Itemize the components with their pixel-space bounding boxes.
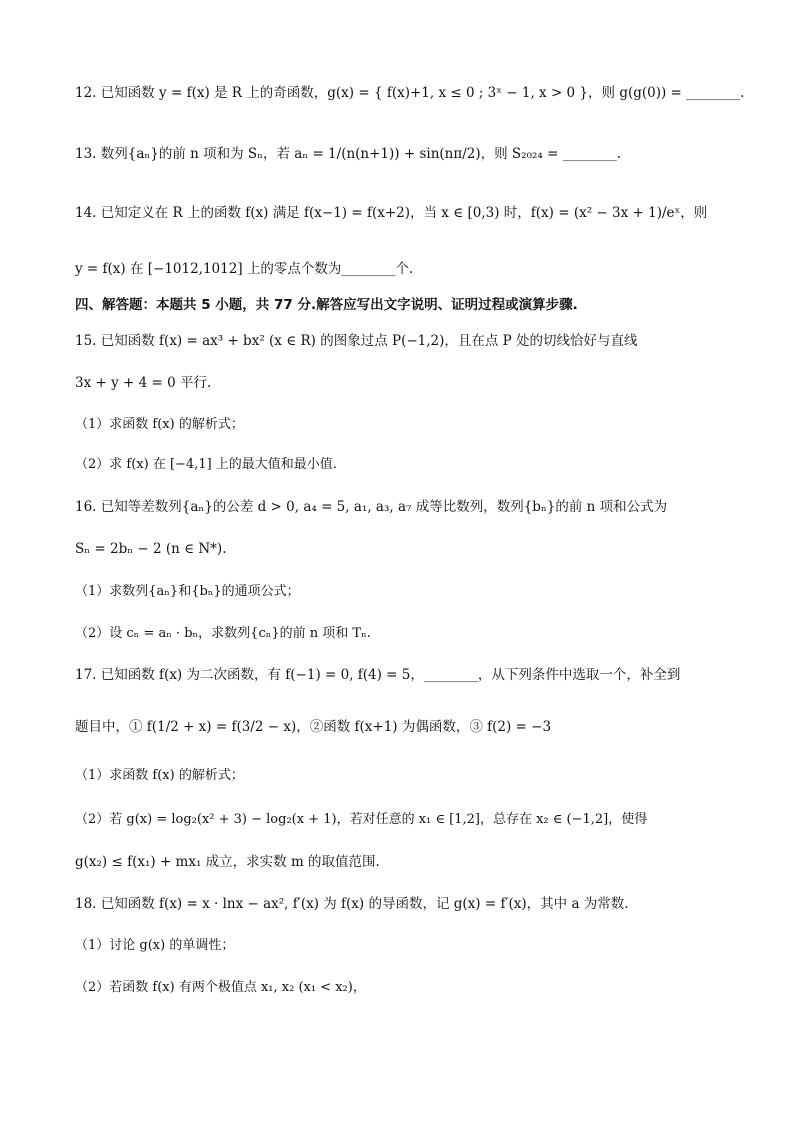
question-12: 12. 已知函数 y = f(x) 是 R 上的奇函数，g(x) = { f(x)+1, x ≤ 0 ; 3ˣ − 1, x > 0 }，则 g(g(0)) = ________.: [75, 85, 745, 101]
question-16-line-2: Sₙ = 2bₙ − 2 (n ∈ N*).: [75, 541, 227, 557]
question-17-part-2-line-1: （2）若 g(x) = log₂(x² + 3) − log₂(x + 1)，若对任意的 x₁ ∈ [1,2]，总存在 x₂ ∈ (−1,2]，使得: [75, 812, 648, 827]
question-13: 13. 数列{aₙ}的前 n 项和为 Sₙ，若 aₙ = 1/(n(n+1)) + sin(nπ/2)，则 S₂₀₂₄ = ________.: [75, 146, 621, 162]
question-15-line-2: 3x + y + 4 = 0 平行.: [75, 375, 212, 391]
question-14-line-2: y = f(x) 在 [−1012,1012] 上的零点个数为________个.: [75, 261, 414, 277]
question-18-part-2: （2）若函数 f(x) 有两个极值点 x₁, x₂ (x₁ < x₂)，: [75, 980, 366, 995]
question-18-line-1: 18. 已知函数 f(x) = x · lnx − ax², f′(x) 为 f(x) 的导函数，记 g(x) = f′(x)，其中 a 为常数.: [75, 896, 629, 912]
question-17-part-2-line-2: g(x₂) ≤ f(x₁) + mx₁ 成立，求实数 m 的取值范围.: [75, 854, 380, 870]
question-16-line-1: 16. 已知等差数列{aₙ}的公差 d > 0, a₄ = 5, a₁, a₃, a₇ 成等比数列，数列{bₙ}的前 n 项和公式为: [75, 499, 668, 515]
question-15-part-1: （1）求函数 f(x) 的解析式；: [75, 417, 244, 432]
question-17-part-1: （1）求函数 f(x) 的解析式；: [75, 768, 244, 783]
question-16-part-2: （2）设 cₙ = aₙ · bₙ，求数列{cₙ}的前 n 项和 Tₙ.: [75, 626, 371, 641]
section-heading: 四、解答题：本题共 5 小题，共 77 分.解答应写出文字说明、证明过程或演算步骤.: [75, 297, 578, 313]
question-16-part-1: （1）求数列{aₙ}和{bₙ}的通项公式；: [75, 584, 300, 599]
question-17-line-1: 17. 已知函数 f(x) 为二次函数，有 f(−1) = 0, f(4) = 5，________，从下列条件中选取一个，补全到: [75, 667, 681, 683]
question-17-line-2: 题目中，① f(1/2 + x) = f(3/2 − x)，②函数 f(x+1) 为偶函数，③ f(2) = −3: [75, 719, 552, 735]
question-15-line-1: 15. 已知函数 f(x) = ax³ + bx² (x ∈ R) 的图象过点 P(−1,2)，且在点 P 处的切线恰好与直线: [75, 333, 638, 349]
question-15-part-2: （2）求 f(x) 在 [−4,1] 上的最大值和最小值.: [75, 457, 337, 472]
question-14-line-1: 14. 已知定义在 R 上的函数 f(x) 满足 f(x−1) = f(x+2)，当 x ∈ [0,3) 时，f(x) = (x² − 3x + 1)/eˣ，则: [75, 205, 708, 221]
question-18-part-1: （1）讨论 g(x) 的单调性；: [75, 938, 235, 953]
